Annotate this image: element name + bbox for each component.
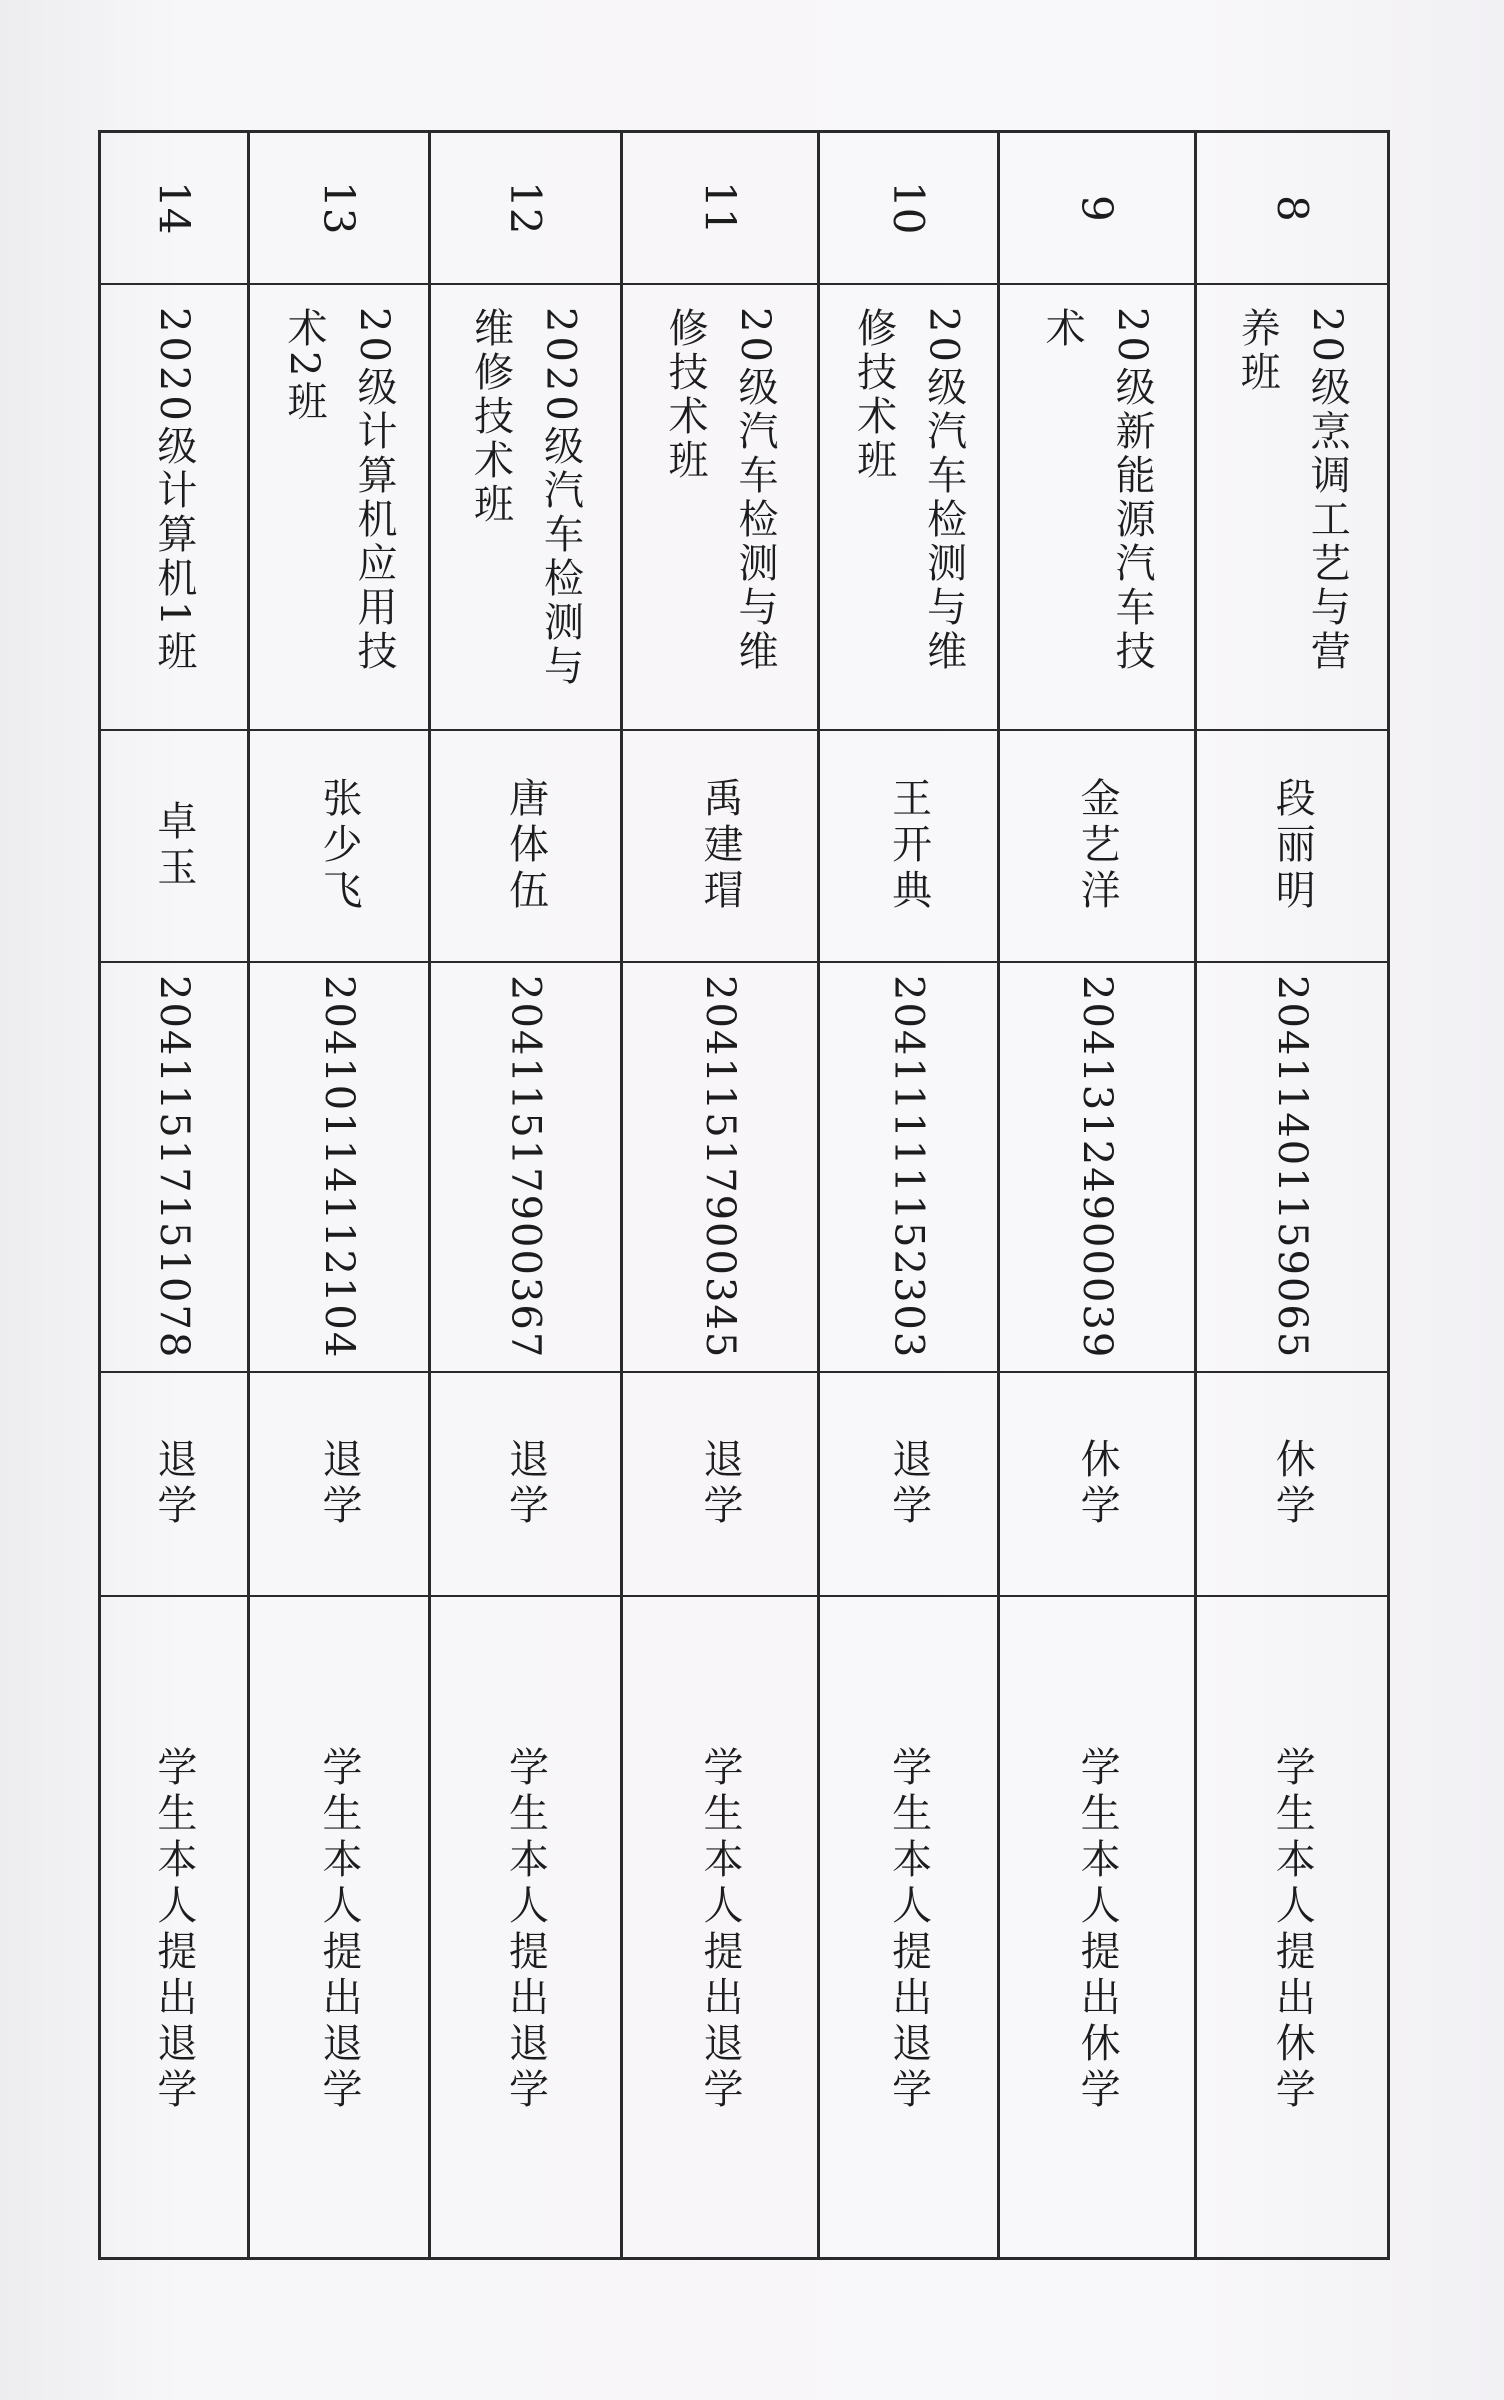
student-name: 王开典 xyxy=(885,777,932,915)
reason: 学生本人提出休学 xyxy=(1074,1746,1121,2114)
reason: 学生本人提出退学 xyxy=(315,1746,362,2114)
table-row xyxy=(250,133,432,2260)
row-index: 11 xyxy=(695,181,745,235)
student-id: 20411111152303 xyxy=(885,974,932,1360)
row-index: 9 xyxy=(1072,194,1122,222)
id-cell xyxy=(623,963,818,1373)
class-cell xyxy=(431,285,620,731)
class-name: 2020级汽车检测与维修技术班 xyxy=(467,307,584,689)
change-type: 休学 xyxy=(1269,1438,1316,1530)
class-cell xyxy=(250,285,429,731)
class-name: 20级烹调工艺与营养班 xyxy=(1234,307,1351,674)
class-name: 2020级计算机1班 xyxy=(150,307,197,675)
change-type: 退学 xyxy=(315,1438,362,1530)
type-cell xyxy=(623,1373,818,1597)
id-cell xyxy=(101,963,247,1373)
change-type: 退学 xyxy=(885,1438,932,1530)
index-cell xyxy=(101,133,247,285)
reason-cell xyxy=(623,1597,818,2263)
class-name: 20级汽车检测与维修技术班 xyxy=(850,307,967,674)
class-cell xyxy=(1000,285,1195,731)
id-cell xyxy=(431,963,620,1373)
student-name: 唐体伍 xyxy=(502,777,549,915)
student-name: 段丽明 xyxy=(1269,777,1316,915)
student-name: 禹建瑁 xyxy=(697,777,744,915)
name-cell xyxy=(101,731,247,963)
id-cell xyxy=(1197,963,1387,1373)
row-index: 13 xyxy=(314,181,364,235)
student-id: 20411401159065 xyxy=(1269,974,1316,1360)
reason-cell xyxy=(820,1597,997,2263)
type-cell xyxy=(250,1373,429,1597)
class-name: 20级计算机应用技术2班 xyxy=(280,307,397,674)
id-cell xyxy=(1000,963,1195,1373)
id-cell xyxy=(820,963,997,1373)
reason-cell xyxy=(101,1597,247,2263)
change-type: 退学 xyxy=(697,1438,744,1530)
table-row xyxy=(820,133,1000,2260)
name-cell xyxy=(820,731,997,963)
reason-cell xyxy=(1197,1597,1387,2263)
index-cell xyxy=(250,133,429,285)
index-cell xyxy=(623,133,818,285)
reason-cell xyxy=(250,1597,429,2263)
index-cell xyxy=(820,133,997,285)
row-index: 10 xyxy=(884,181,934,235)
row-index: 8 xyxy=(1267,194,1317,222)
class-cell xyxy=(820,285,997,731)
type-cell xyxy=(101,1373,247,1597)
name-cell xyxy=(1000,731,1195,963)
table-row xyxy=(1000,133,1198,2260)
row-index: 14 xyxy=(149,181,199,235)
name-cell xyxy=(1197,731,1387,963)
name-cell xyxy=(431,731,620,963)
id-cell xyxy=(250,963,429,1373)
name-cell xyxy=(250,731,429,963)
change-type: 退学 xyxy=(502,1438,549,1530)
class-name: 20级新能源汽车技术 xyxy=(1039,307,1156,674)
reason-cell xyxy=(1000,1597,1195,2263)
type-cell xyxy=(431,1373,620,1597)
reason: 学生本人提出退学 xyxy=(502,1746,549,2114)
index-cell xyxy=(1197,133,1387,285)
index-cell xyxy=(1000,133,1195,285)
reason: 学生本人提出退学 xyxy=(150,1746,197,2114)
student-id: 20411517151078 xyxy=(150,974,197,1360)
class-name: 20级汽车检测与维修技术班 xyxy=(662,307,779,674)
index-cell xyxy=(431,133,620,285)
change-type: 休学 xyxy=(1074,1438,1121,1530)
type-cell xyxy=(820,1373,997,1597)
type-cell xyxy=(1000,1373,1195,1597)
student-status-table xyxy=(98,130,1390,2260)
table-row xyxy=(1197,133,1390,2260)
student-name: 张少飞 xyxy=(315,777,362,915)
table-row xyxy=(431,133,623,2260)
reason: 学生本人提出退学 xyxy=(697,1746,744,2114)
student-name: 金艺洋 xyxy=(1074,777,1121,915)
reason: 学生本人提出休学 xyxy=(1269,1746,1316,2114)
student-id: 20411517900367 xyxy=(502,974,549,1360)
class-cell xyxy=(1197,285,1387,731)
student-id: 20410114112104 xyxy=(315,974,362,1360)
row-index: 12 xyxy=(501,181,551,235)
table-row xyxy=(623,133,821,2260)
student-id: 20411517900345 xyxy=(697,974,744,1360)
table-row xyxy=(101,133,250,2260)
student-name: 卓玉 xyxy=(150,800,197,892)
change-type: 退学 xyxy=(150,1438,197,1530)
class-cell xyxy=(623,285,818,731)
reason-cell xyxy=(431,1597,620,2263)
reason: 学生本人提出退学 xyxy=(885,1746,932,2114)
student-id: 20413124900039 xyxy=(1074,974,1121,1360)
type-cell xyxy=(1197,1373,1387,1597)
class-cell xyxy=(101,285,247,731)
name-cell xyxy=(623,731,818,963)
